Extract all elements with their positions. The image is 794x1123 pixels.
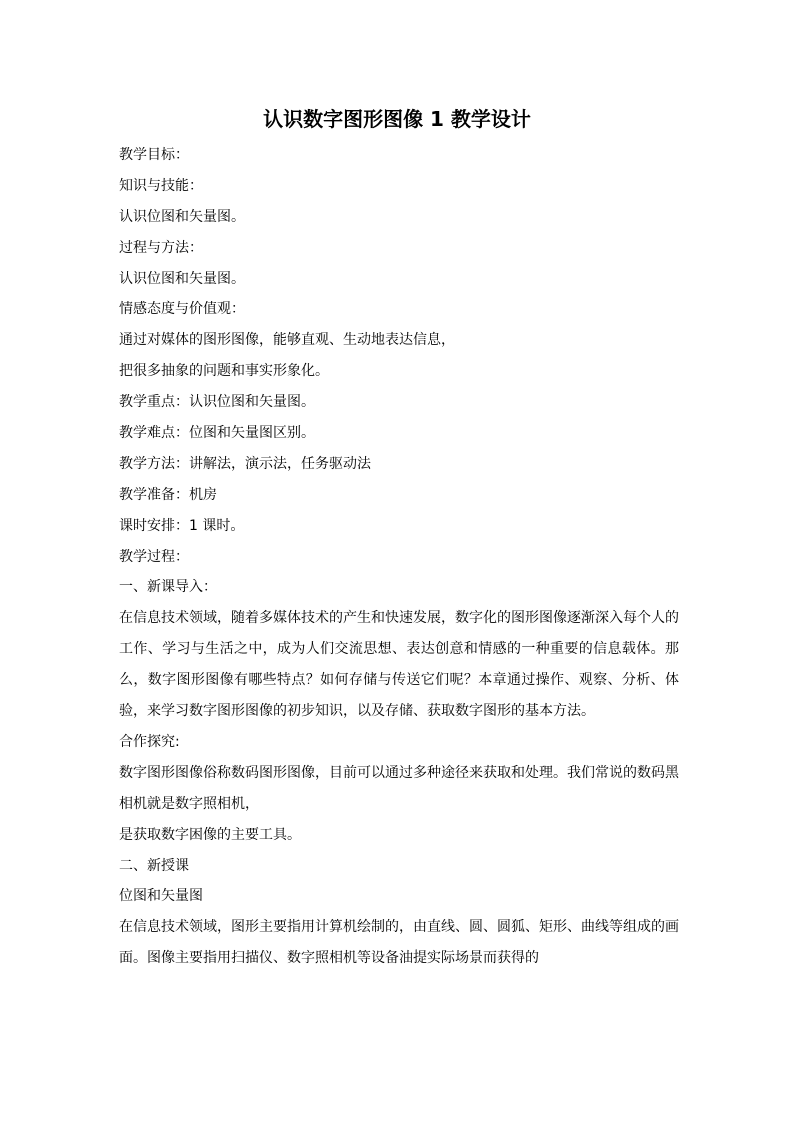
- text-line: 把很多抽象的问题和事实形象化。: [119, 363, 329, 380]
- text-line: 认识位图和矢量图。: [119, 208, 245, 225]
- coop-paragraph: 数字图形图像俗称数码图形图像，目前可以通过多种途径来获取和处理。我们常说的数码黑相机就是数字照相机，: [119, 764, 679, 812]
- text-line: 教学过程：: [119, 548, 189, 565]
- text-line: 过程与方法：: [119, 239, 203, 256]
- text-line: 认识位图和矢量图。: [119, 270, 245, 287]
- section-heading: 二、新授课: [119, 857, 189, 874]
- text-line: 合作探究:: [119, 733, 180, 750]
- text-line: 教学方法：讲解法，演示法，任务驱动法: [119, 455, 371, 472]
- text-line: 情感态度与价值观：: [119, 301, 245, 318]
- text-line: 知识与技能：: [119, 177, 203, 194]
- subheading: 位图和矢量图: [119, 888, 203, 905]
- text-line: 教学准备：机房: [119, 486, 217, 503]
- text-line: 是获取数字困像的主要工具。: [119, 826, 301, 843]
- text-line: 教学重点：认识位图和矢量图。: [119, 394, 315, 411]
- text-line: 教学目标：: [119, 147, 189, 163]
- text-line: 教学难点：位图和矢量图区别。: [119, 425, 315, 442]
- text-line: 一、新课导入：: [119, 579, 217, 596]
- document-title: 认识数字图形图像 1 教学设计: [263, 107, 531, 131]
- document-body: [119, 140, 679, 974]
- text-line: 课时安排：1 课时。: [119, 517, 245, 534]
- intro-paragraph: 在信息技术领域，随着多媒体技术的产生和快速发展，数字化的图形图像逐渐深入每个人的工作、学习与生活之中，成为人们交流思想、表达创意和情感的一种重要的信息载体。那么，数字图形图像有哪些特点？如何存储与传送它们呢？本章通过操作、观察、分析、体验，来学习数字图形图像的初步知识，以及存储、获取数字图形的基本方法。: [119, 610, 679, 720]
- text-line: 通过对媒体的图形图像，能够直观、生动地表达信息，: [119, 332, 455, 349]
- definition-paragraph: 在信息技术领域，图形主要指用计算机绘制的，由直线、圆、圆狐、矩形、曲线等组成的画面。图像主要指用扫描仪、数字照相机等设备油提实际场景而获得的: [119, 919, 679, 967]
